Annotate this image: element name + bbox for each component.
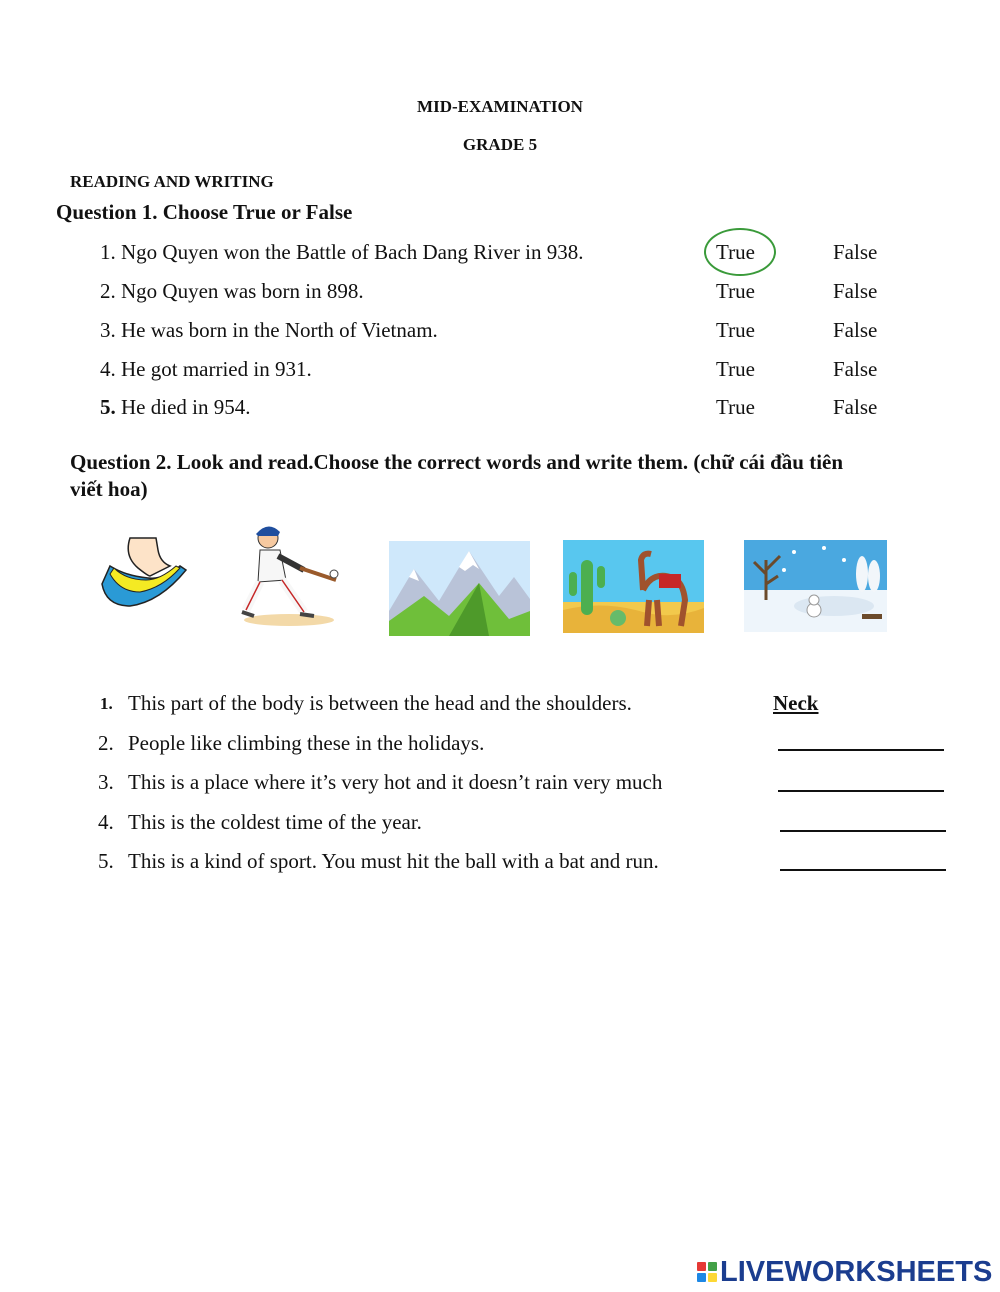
q2-item-3-answer-blank[interactable] (778, 790, 944, 792)
q2-item-4-number: 4. (98, 810, 114, 834)
q2-item-2-text: People like climbing these in the holidays. (128, 731, 485, 755)
q2-item-3-number: 3. (98, 770, 114, 794)
q2-item-5-text: This is a kind of sport. You must hit the ball with a bat and run. (128, 849, 659, 873)
q1-item-2: 2. Ngo Quyen was born in 898. (100, 279, 364, 303)
q1-item-4-false[interactable]: False (833, 357, 878, 381)
q2-example-answer: Neck (773, 691, 819, 715)
liveworksheets-logo[interactable] (697, 1252, 992, 1292)
q2-item-5-answer-blank[interactable] (780, 869, 946, 871)
q1-item-4-true[interactable]: True (716, 357, 755, 381)
q2-item-2-number: 2. (98, 731, 114, 755)
winter-snow-picture (744, 540, 887, 632)
q1-item-5-true[interactable]: True (716, 395, 755, 419)
q1-item-5: 5. He died in 954. (100, 395, 251, 419)
logo-blocks-icon (697, 1262, 717, 1282)
q1-item-5-false[interactable]: False (833, 395, 878, 419)
question-2-title-line-2: viết hoa) (70, 477, 148, 501)
q1-item-4: 4. He got married in 931. (100, 357, 312, 381)
q1-item-1-true[interactable]: True (716, 240, 755, 264)
q1-item-1-false[interactable]: False (833, 240, 878, 264)
q2-item-4-answer-blank[interactable] (780, 830, 946, 832)
exam-title: MID-EXAMINATION (417, 97, 583, 116)
section-title: READING AND WRITING (70, 172, 274, 191)
q1-item-3: 3. He was born in the North of Vietnam. (100, 318, 438, 342)
baseball-player-picture (234, 520, 344, 628)
q1-item-1: 1. Ngo Quyen won the Battle of Bach Dang River in 938. (100, 240, 584, 264)
q2-item-3-text: This is a place where it’s very hot and it doesn’t rain very much (128, 770, 663, 794)
q1-item-3-true[interactable]: True (716, 318, 755, 342)
q2-item-5-number: 5. (98, 849, 114, 873)
grade-label: GRADE 5 (462, 135, 538, 154)
neck-picture (100, 536, 190, 610)
q2-item-1-number: 1. (100, 694, 113, 713)
q2-item-1-text: This part of the body is between the head and the shoulders. (128, 691, 632, 715)
mountains-picture (389, 541, 530, 636)
q1-item-2-true[interactable]: True (716, 279, 755, 303)
q1-item-3-false[interactable]: False (833, 318, 878, 342)
question-2-title-line-1: Question 2. Look and read.Choose the correct words and write them. (chữ cái đầu tiên (70, 450, 844, 474)
logo-text: LIVEWORKSHEETS (720, 1255, 993, 1288)
desert-camel-picture (563, 540, 704, 633)
q2-item-4-text: This is the coldest time of the year. (128, 810, 422, 834)
q2-item-2-answer-blank[interactable] (778, 749, 944, 751)
q1-item-2-false[interactable]: False (833, 279, 878, 303)
question-1-title: Question 1. Choose True or False (56, 200, 353, 224)
